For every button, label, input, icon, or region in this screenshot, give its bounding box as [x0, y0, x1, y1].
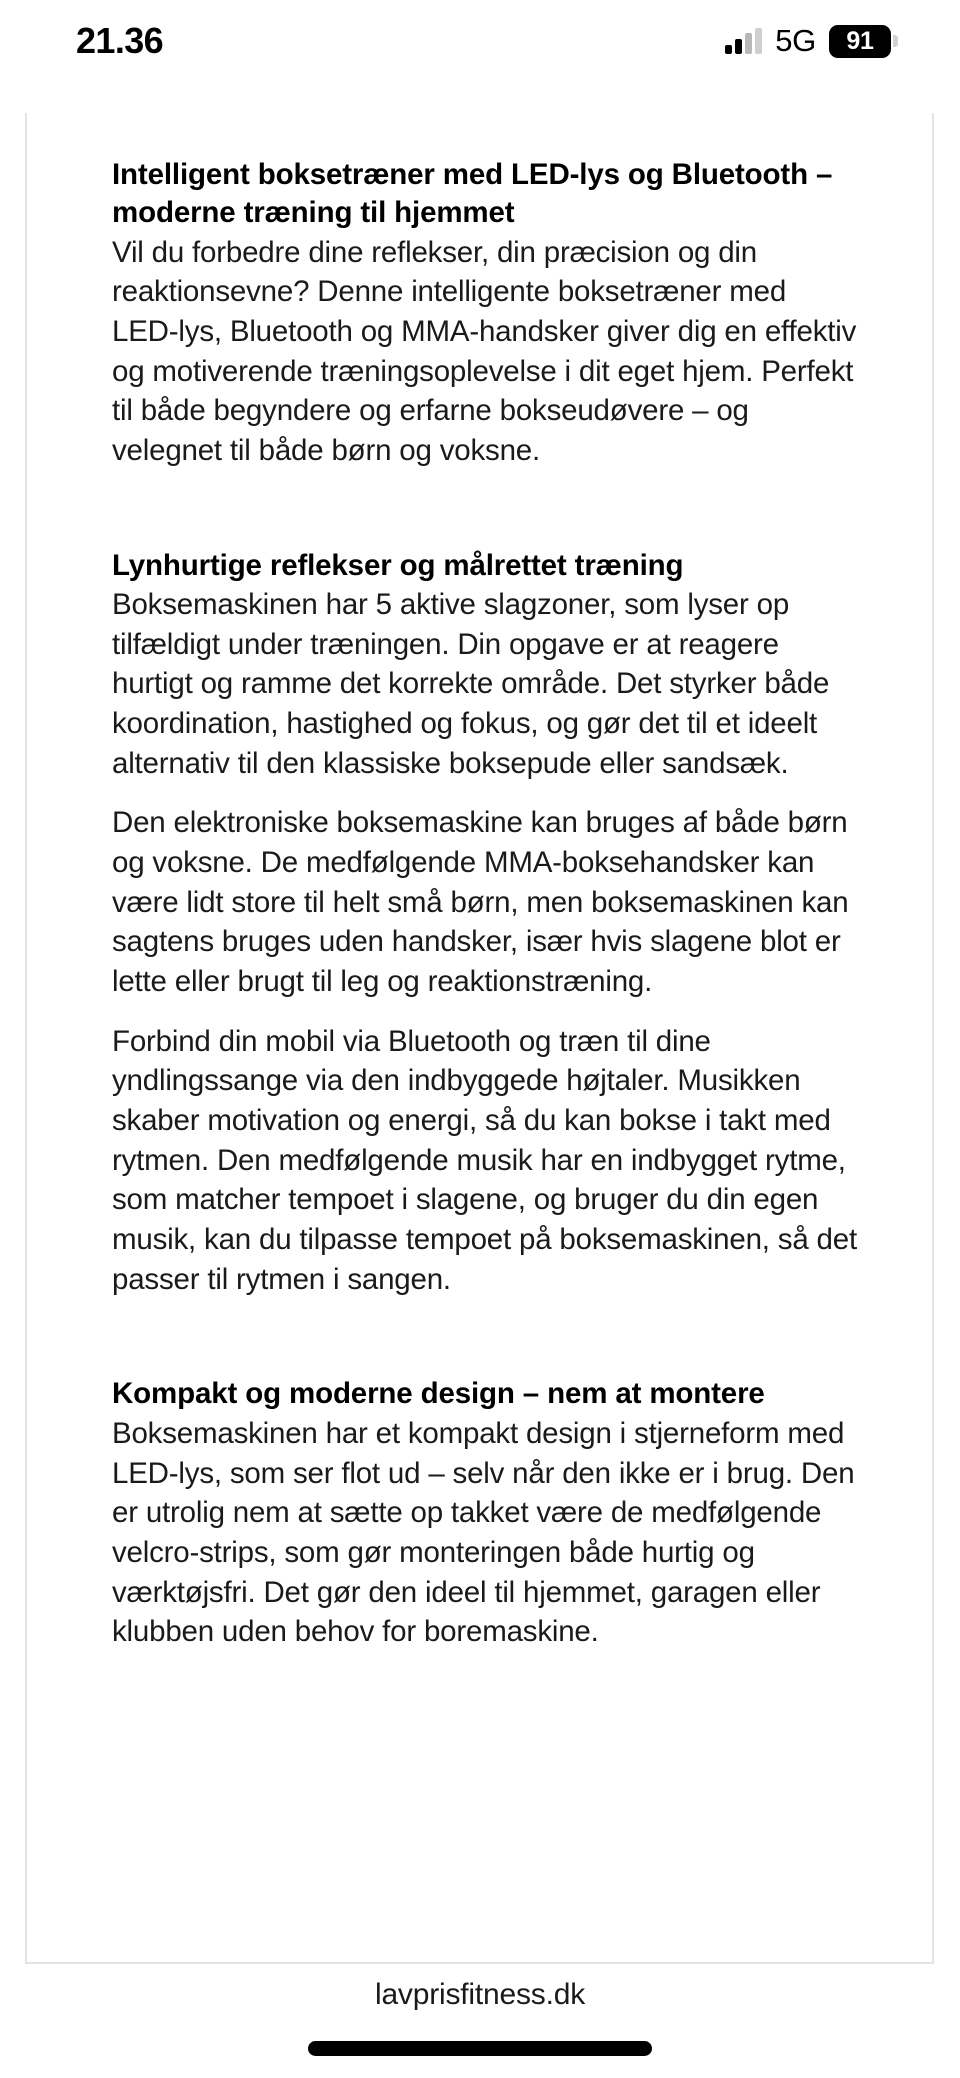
article-section — [112, 547, 859, 1300]
article-section — [112, 156, 859, 471]
footer-domain-label: lavprisfitness.dk — [374, 1978, 585, 2011]
battery-icon — [829, 25, 898, 58]
status-bar-indicators — [725, 23, 898, 59]
status-bar-clock: 21.36 — [76, 20, 164, 61]
battery-percentage: 91 — [846, 26, 874, 55]
site-footer — [0, 1964, 960, 2078]
section-heading: Intelligent boksetræner med LED-lys og Bluetooth – moderne træning til hjemmet — [112, 158, 833, 230]
section-paragraph: Boksemaskinen har 5 aktive slagzoner, som lyser op tilfældigt under træningen. Din opgave er at reagere hurtigt og ramme det korrekte område. Det styrker både koordination, hastighed og fokus, og gør det til et ideelt alternativ til den klassiske boksepude eller sandsæk. — [112, 588, 830, 780]
section-heading: Kompakt og moderne design – nem at montere — [112, 1377, 765, 1411]
article-content — [27, 113, 932, 1652]
section-paragraph: Den elektroniske boksemaskine kan bruges af både børn og voksne. De medfølgende MMA-boksehandsker kan være lidt store til helt små børn, men boksemaskinen kan sagtens bruges uden handsker, især hvis slagene blot er lette eller brugt til leg og reaktionstræning. — [112, 806, 849, 999]
section-paragraph: Vil du forbedre dine reflekser, din præcision og din reaktionsevne? Denne intelligente boksetræner med LED-lys, Bluetooth og MMA-handsker giver dig en effektiv og motiverende træningsoplevelse i dit eget hjem. Perfekt til både begyndere og erfarne bokseudøvere – og velegnet til både børn og voksne. — [112, 235, 857, 468]
section-divider-space — [112, 471, 859, 547]
battery-body — [829, 25, 891, 58]
section-divider-space — [112, 1299, 859, 1375]
network-type-label: 5G — [775, 23, 816, 58]
section-heading: Lynhurtige reflekser og målrettet træning — [112, 548, 684, 582]
section-paragraph: Boksemaskinen har et kompakt design i stjerneform med LED-lys, som ser flot ud – selv når den ikke er i brug. Den er utrolig nem at sætte op takket være de medfølgende velcro-strips, som gør monteringen både hurtig og værktøjsfri. Det gør den ideel til hjemmet, garagen eller klubben uden behov for boremaskine. — [112, 1416, 855, 1649]
status-bar — [0, 0, 960, 82]
section-paragraph: Forbind din mobil via Bluetooth og træn til dine yndlingssange via den indbyggede højtaler. Musikken skaber motivation og energi, så du kan bokse i takt med rytmen. Den medfølgende musik har en indbygget rytme, som matcher tempoet i slagene, og bruger du din egen musik, kan du tilpasse tempoet på boksemaskinen, så det passer til rytmen i sangen. — [112, 1024, 857, 1296]
article-card[interactable] — [25, 113, 934, 1964]
home-indicator[interactable] — [308, 2041, 652, 2056]
battery-cap — [893, 35, 898, 47]
article-section — [112, 1375, 859, 1651]
cellular-signal-icon — [725, 28, 762, 54]
